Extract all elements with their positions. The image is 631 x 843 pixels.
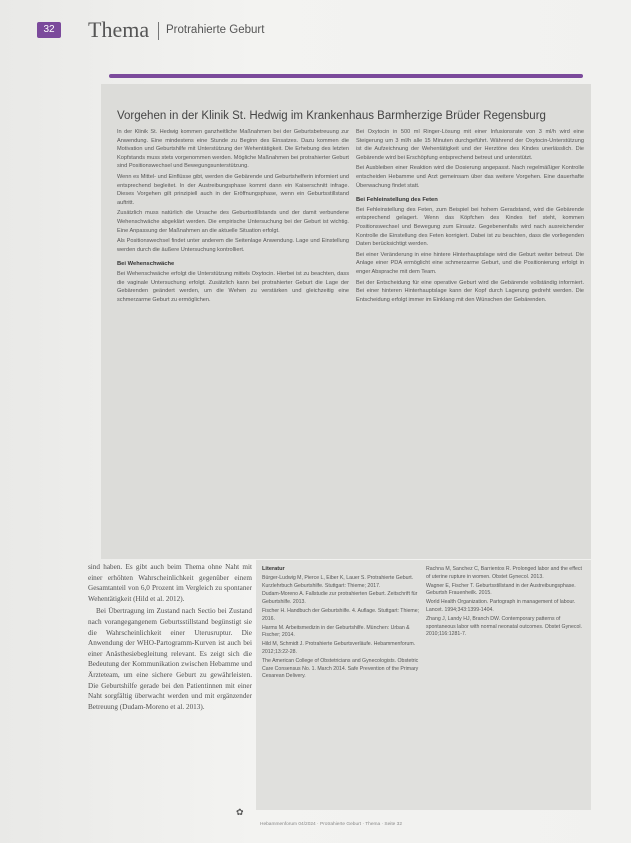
end-mark-icon: ✿ xyxy=(236,807,244,817)
references-heading: Literatur xyxy=(262,566,285,572)
box-subheading: Bei Fehleinstellung des Feten xyxy=(356,197,438,204)
box-paragraph: Bei Fehleinstellung des Feten, zum Beispiel bei hohem Geradstand, wird die Gebärende entsprechend gelagert. Wenn das Köpfchen des Kindes tief steht, kommen Positionswechsel und Bewegung zum Einsatz. Gegebenenfalls wird nach ausreichender Kontrolle die Einstellung des Feten korrigiert. Dabei ist zu beachten, dass die vorliegenden Daten berücksichtigt werden. xyxy=(356,206,584,248)
box-paragraph: Bei Ausbleiben einer Reaktion wird die Dosierung angepasst. Nach regelmäßiger Kontrolle entscheiden Hebamme und Arzt gemeinsam über das weitere Vorgehen. Eine dauerhafte Überwachung findet statt. xyxy=(356,165,584,189)
reference-item: Wagner E, Fischer T. Geburtsstillstand in der Austreibungsphase. Geburtsh Frauenheilk. 2015. xyxy=(426,582,576,597)
box-paragraph: Wenn es Mittel- und Einflüsse gibt, werden die Gebärende und Geburtshelferin informiert und entsprechend begleitet. In der Austreibungsphase kommt dann ein Kaiserschnitt infrage. Dieses Vorgehen gilt prinzipiell auch in der Eröffnungsphase, wenn ein Geburtsstillstand auftritt. xyxy=(117,173,349,206)
info-box-right-column xyxy=(356,128,584,306)
box-paragraph: In der Klinik St. Hedwig kommen ganzheitliche Maßnahmen bei der Geburtsbetreuung zur Anwendung. Eine mindestens eine Stunde zu Beginn des Einsatzes. Dazu kommen die Motivation und Geburtshilfe mit Unterstützung der Wehentätigkeit. Die Erhebung des letzten Kopfstands muss stets vorgenommen werden. Mögliche Maßnahmen bei protrahierter Geburt sind Positionswechsel und Bewegungsunterstützung. xyxy=(117,129,349,170)
reference-item: The American College of Obstetricians and Gynecologists. Obstetric Care Consensus No. 1. March 2014. Safe Prevention of the Primary Cesarean Delivery. xyxy=(262,657,419,680)
reference-item: Zhang J, Landy HJ, Branch DW. Contemporary patterns of spontaneous labor with normal neonatal outcomes. Obstet Gynecol. 2010;116:1281-7. xyxy=(426,615,583,638)
box-paragraph: Bei der Entscheidung für eine operative Geburt wird die Gebärende vollständig informiert. Bei einer hinteren Hinterhauptslage kann der Kopf durch Lagerung gedreht werden. Die Entscheidung erfolgt immer im Einklang mit den Wünschen der Gebärenden. xyxy=(356,279,584,303)
reference-item: Bürger-Ludwig M, Pierce L, Eiber K, Lauer S. Protrahierte Geburt. Kurzlehrbuch Geburtshilfe. Stuttgart: Thieme; 2017. xyxy=(262,574,414,589)
section-subtitle: Protrahierte Geburt xyxy=(166,24,265,36)
reference-item: Harms M. Arbeitsmedizin in der Geburtshilfe. München: Urban & Fischer; 2014. xyxy=(262,624,410,639)
box-paragraph: Als Positionswechsel findet unter anderem die Seitenlage Anwendung. Lage und Einstellung werden durch die äußere Untersuchung kontrolliert. xyxy=(117,238,349,253)
references-left-column xyxy=(262,566,420,682)
page-number-badge: 32 xyxy=(37,22,61,38)
page-footer: Hebammenforum 04/2024 · Protrahierte Geburt · Thema · Seite 32 xyxy=(260,822,403,827)
body-text-column xyxy=(88,562,252,714)
box-paragraph: Bei Wehenschwäche erfolgt die Unterstützung mittels Oxytocin. Hierbei ist zu beachten, dass die vaginale Untersuchung erfolgt. Zusätzlich kann bei protrahierter Geburt die Lage der Gebärenden geändert werden, um die Wehen zu verstärken und gleichzeitig eine schmerzarme Geburt zu ermöglichen. xyxy=(117,270,349,303)
box-paragraph: Bei Oxytocin in 500 ml Ringer-Lösung mit einer Infusionsrate von 3 ml/h wird eine Steigerung um 3 ml/h alle 15 Minuten durchgeführt. Während der Oxytocin-Unterstützung ist die Aufzeichnung der Wehentätigkeit und der Herztöne des Kindes unerlässlich. Die Gebärende wird bei Erschöpfung entsprechend betreut und unterstützt. xyxy=(356,129,584,161)
header-divider xyxy=(158,22,159,40)
body-paragraph: sind haben. Es gibt auch beim Thema ohne Naht mit einer erhöhten Wahrscheinlichkeit gegenüber einem Gesamtanteil von 6,0 Prozent im Vergleich zu spontaner Wehentätigkeit (Hild et al. 2012). xyxy=(88,563,252,603)
section-title: Thema xyxy=(88,17,150,42)
box-paragraph: Zusätzlich muss natürlich die Ursache des Geburtsstillstands und der damit verbundene Wehenschwäche abgeklärt werden. Die empirische Untersuchung bei der Geburt ist wichtig. Eine Anpassung der Maßnahmen an die aktuelle Situation erfolgt. xyxy=(117,210,349,234)
reference-item: Fischer H. Handbuch der Geburtshilfe. 4. Auflage. Stuttgart: Thieme; 2016. xyxy=(262,607,420,622)
accent-bar xyxy=(109,74,583,78)
info-box-title: Vorgehen in der Klinik St. Hedwig im Krankenhaus Barmherzige Brüder Regensburg xyxy=(117,110,546,122)
info-box-left-column xyxy=(117,128,349,306)
box-subheading: Bei Wehenschwäche xyxy=(117,261,175,268)
body-paragraph: Bei Übertragung im Zustand nach Sectio bei Zustand nach vorangegangenem Geburtsstillstand begünstigt sie die Wahrscheinlichkeit einer Uterusruptur. Die Anwendung der WHO-Partogramm-Kurven ist auch bei einer Anästhesiebegleitung relevant. Es zeigt sich die Bedeutung der Kommunikation zwischen Hebamme und Ärzteteam, um eine sichere Geburt zu gewährleisten. Die Geburtshilfe gerade bei den Patientinnen mit einer Naht sorgfältig überwacht werden und mit ergänzender Betreuung (Dudam-Moreno et al. 2013). xyxy=(88,607,252,711)
reference-item: Hild M, Schmidt J. Protrahierte Geburtsverläufe. Hebammenforum. 2012;13:22-28. xyxy=(262,641,416,655)
reference-item: Dudam-Moreno A. Fallstudie zur protrahierten Geburt. Zeitschrift für Geburtshilfe. 2013. xyxy=(262,591,418,606)
box-paragraph: Bei einer Veränderung in eine hintere Hinterhauptslage wird die Geburt weiter betreut. Die Anlage einer PDA ermöglicht eine schmerzarme Geburt, und die Positionierung erfolgt in enger Absprache mit dem Team. xyxy=(356,251,584,275)
references-right-column xyxy=(426,566,584,640)
reference-item: Rachna M, Sanchez C, Barrientos R. Prolonged labor and the effect of uterine rupture in women. Obstet Gynecol. 2013. xyxy=(426,566,582,580)
reference-item: World Health Organization. Partograph in management of labour. Lancet. 1994;343:1399-1404. xyxy=(426,599,576,613)
